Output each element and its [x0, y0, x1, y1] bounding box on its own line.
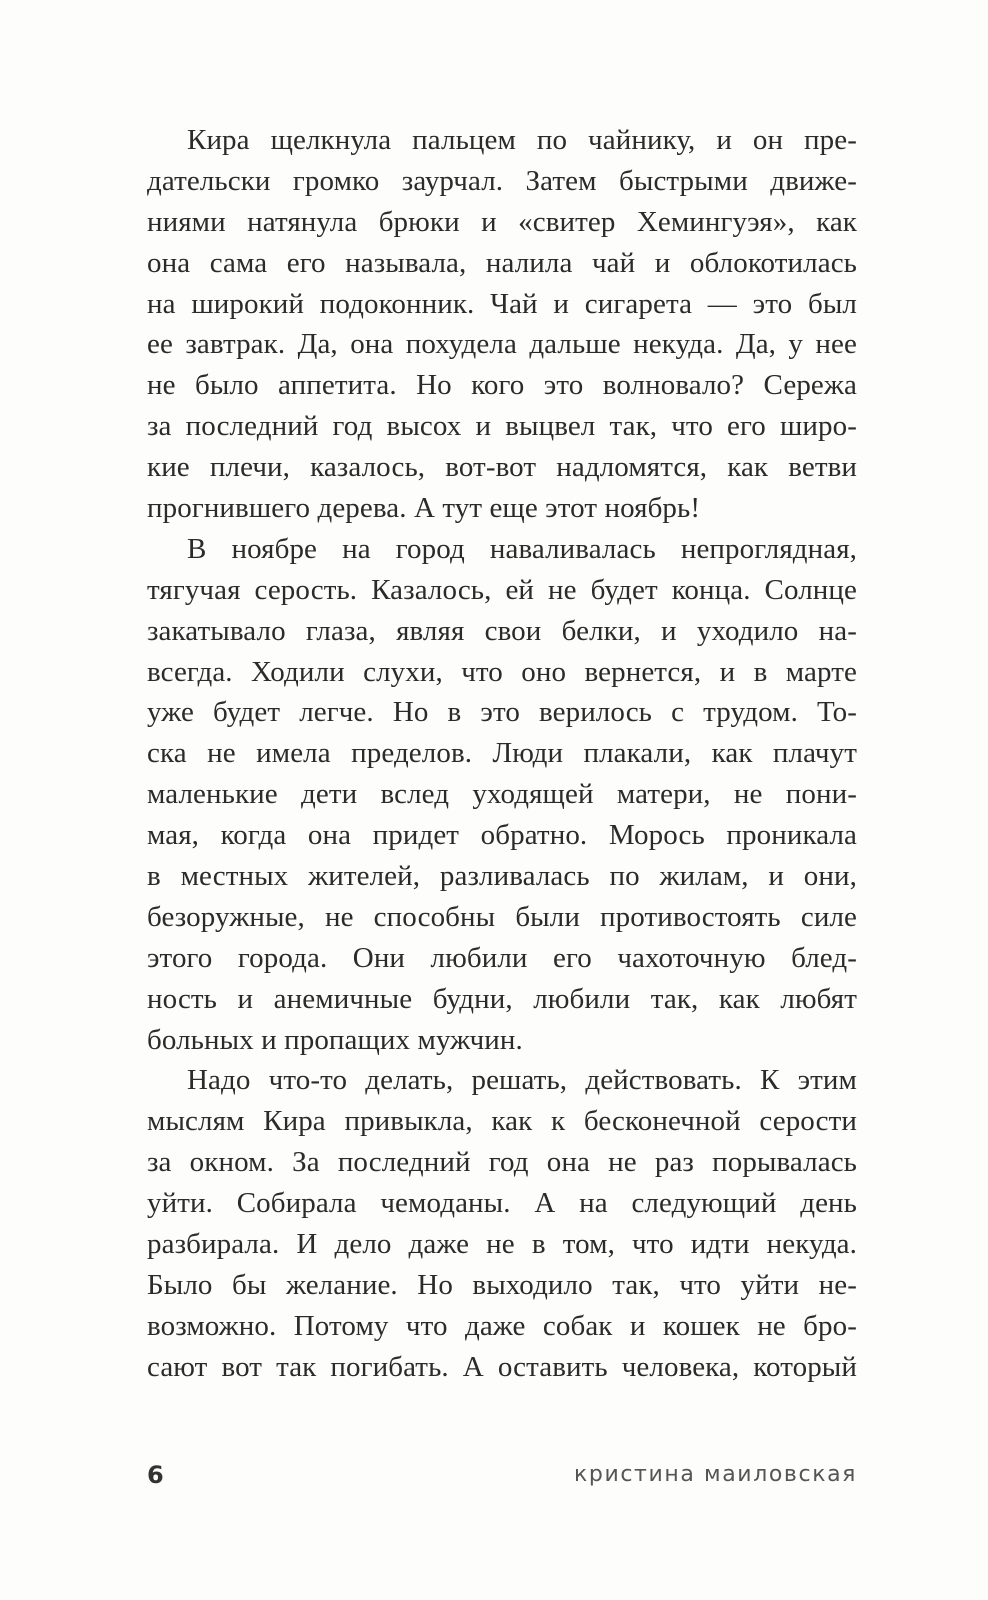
text-line: возможно. Потому что даже собак и кошек не бро-: [147, 1309, 857, 1342]
text-line: уже будет легче. Но в это верилось с трудом. То-: [147, 696, 857, 729]
text-line: тягучая серость. Казалось, ей не будет конца. Солнце: [147, 573, 857, 606]
page-number: 6: [147, 1461, 164, 1489]
text-line: мыслям Кира привыкла, как к бесконечной серости: [147, 1105, 857, 1138]
text-line: кие плечи, казалось, вот-вот надломятся, как ветви: [147, 451, 857, 484]
text-line: мая, когда она придет обратно. Морось проникала: [147, 819, 857, 852]
text-line: в местных жителей, разливалась по жилам, и они,: [147, 860, 857, 893]
text-line: ее завтрак. Да, она похудела дальше некуда. Да, у нее: [147, 328, 857, 361]
text-line: Кира щелкнула пальцем по чайнику, и он пре-: [187, 124, 857, 156]
text-line: Надо что-то делать, решать, действовать. К этим: [187, 1064, 857, 1097]
text-line: не было аппетита. Но кого это волновало? Сережа: [147, 369, 857, 402]
text-line: маленькие дети вслед уходящей матери, не пони-: [147, 778, 857, 811]
body-text: [147, 120, 857, 1388]
text-line: ность и анемичные будни, любили так, как любят: [147, 982, 857, 1015]
text-line: этого города. Они любили его чахоточную блед-: [147, 941, 857, 974]
text-line: дательски громко заурчал. Затем быстрыми движе-: [147, 164, 857, 197]
text-line: Было бы желание. Но выходило так, что уйти не-: [147, 1268, 857, 1301]
text-line: закатывало глаза, являя свои белки, и уходило на-: [147, 614, 857, 647]
text-line: уйти. Собирала чемоданы. А на следующий день: [147, 1187, 857, 1220]
text-line: безоружные, не способны были противостоять силе: [147, 900, 857, 933]
text-line: за окном. За последний год она не раз порывалась: [147, 1146, 857, 1179]
text-line: прогнившего дерева. А тут еще этот ноябрь!: [147, 492, 701, 525]
text-line: всегда. Ходили слухи, что оно вернется, и в марте: [147, 655, 857, 688]
text-line: она сама его называла, налила чай и облокотилась: [147, 246, 857, 279]
text-line: сают вот так погибать. А оставить человека, который: [147, 1350, 857, 1383]
text-line: В ноябре на город наваливалась непроглядная,: [187, 532, 857, 565]
text-line: ниями натянула брюки и «свитер Хемингуэя», как: [147, 205, 857, 238]
text-line: за последний год высох и выцвел так, что его широ-: [147, 410, 857, 443]
text-line: на широкий подоконник. Чай и сигарета — это был: [147, 287, 857, 320]
page-footer: [147, 1455, 857, 1495]
text-line: разбирала. И дело даже не в том, что идти некуда.: [147, 1228, 857, 1261]
text-line: больных и пропащих мужчин.: [147, 1023, 523, 1056]
text-line: ска не имела пределов. Люди плакали, как плачут: [147, 737, 857, 770]
running-title: кристина маиловская: [574, 1462, 857, 1487]
